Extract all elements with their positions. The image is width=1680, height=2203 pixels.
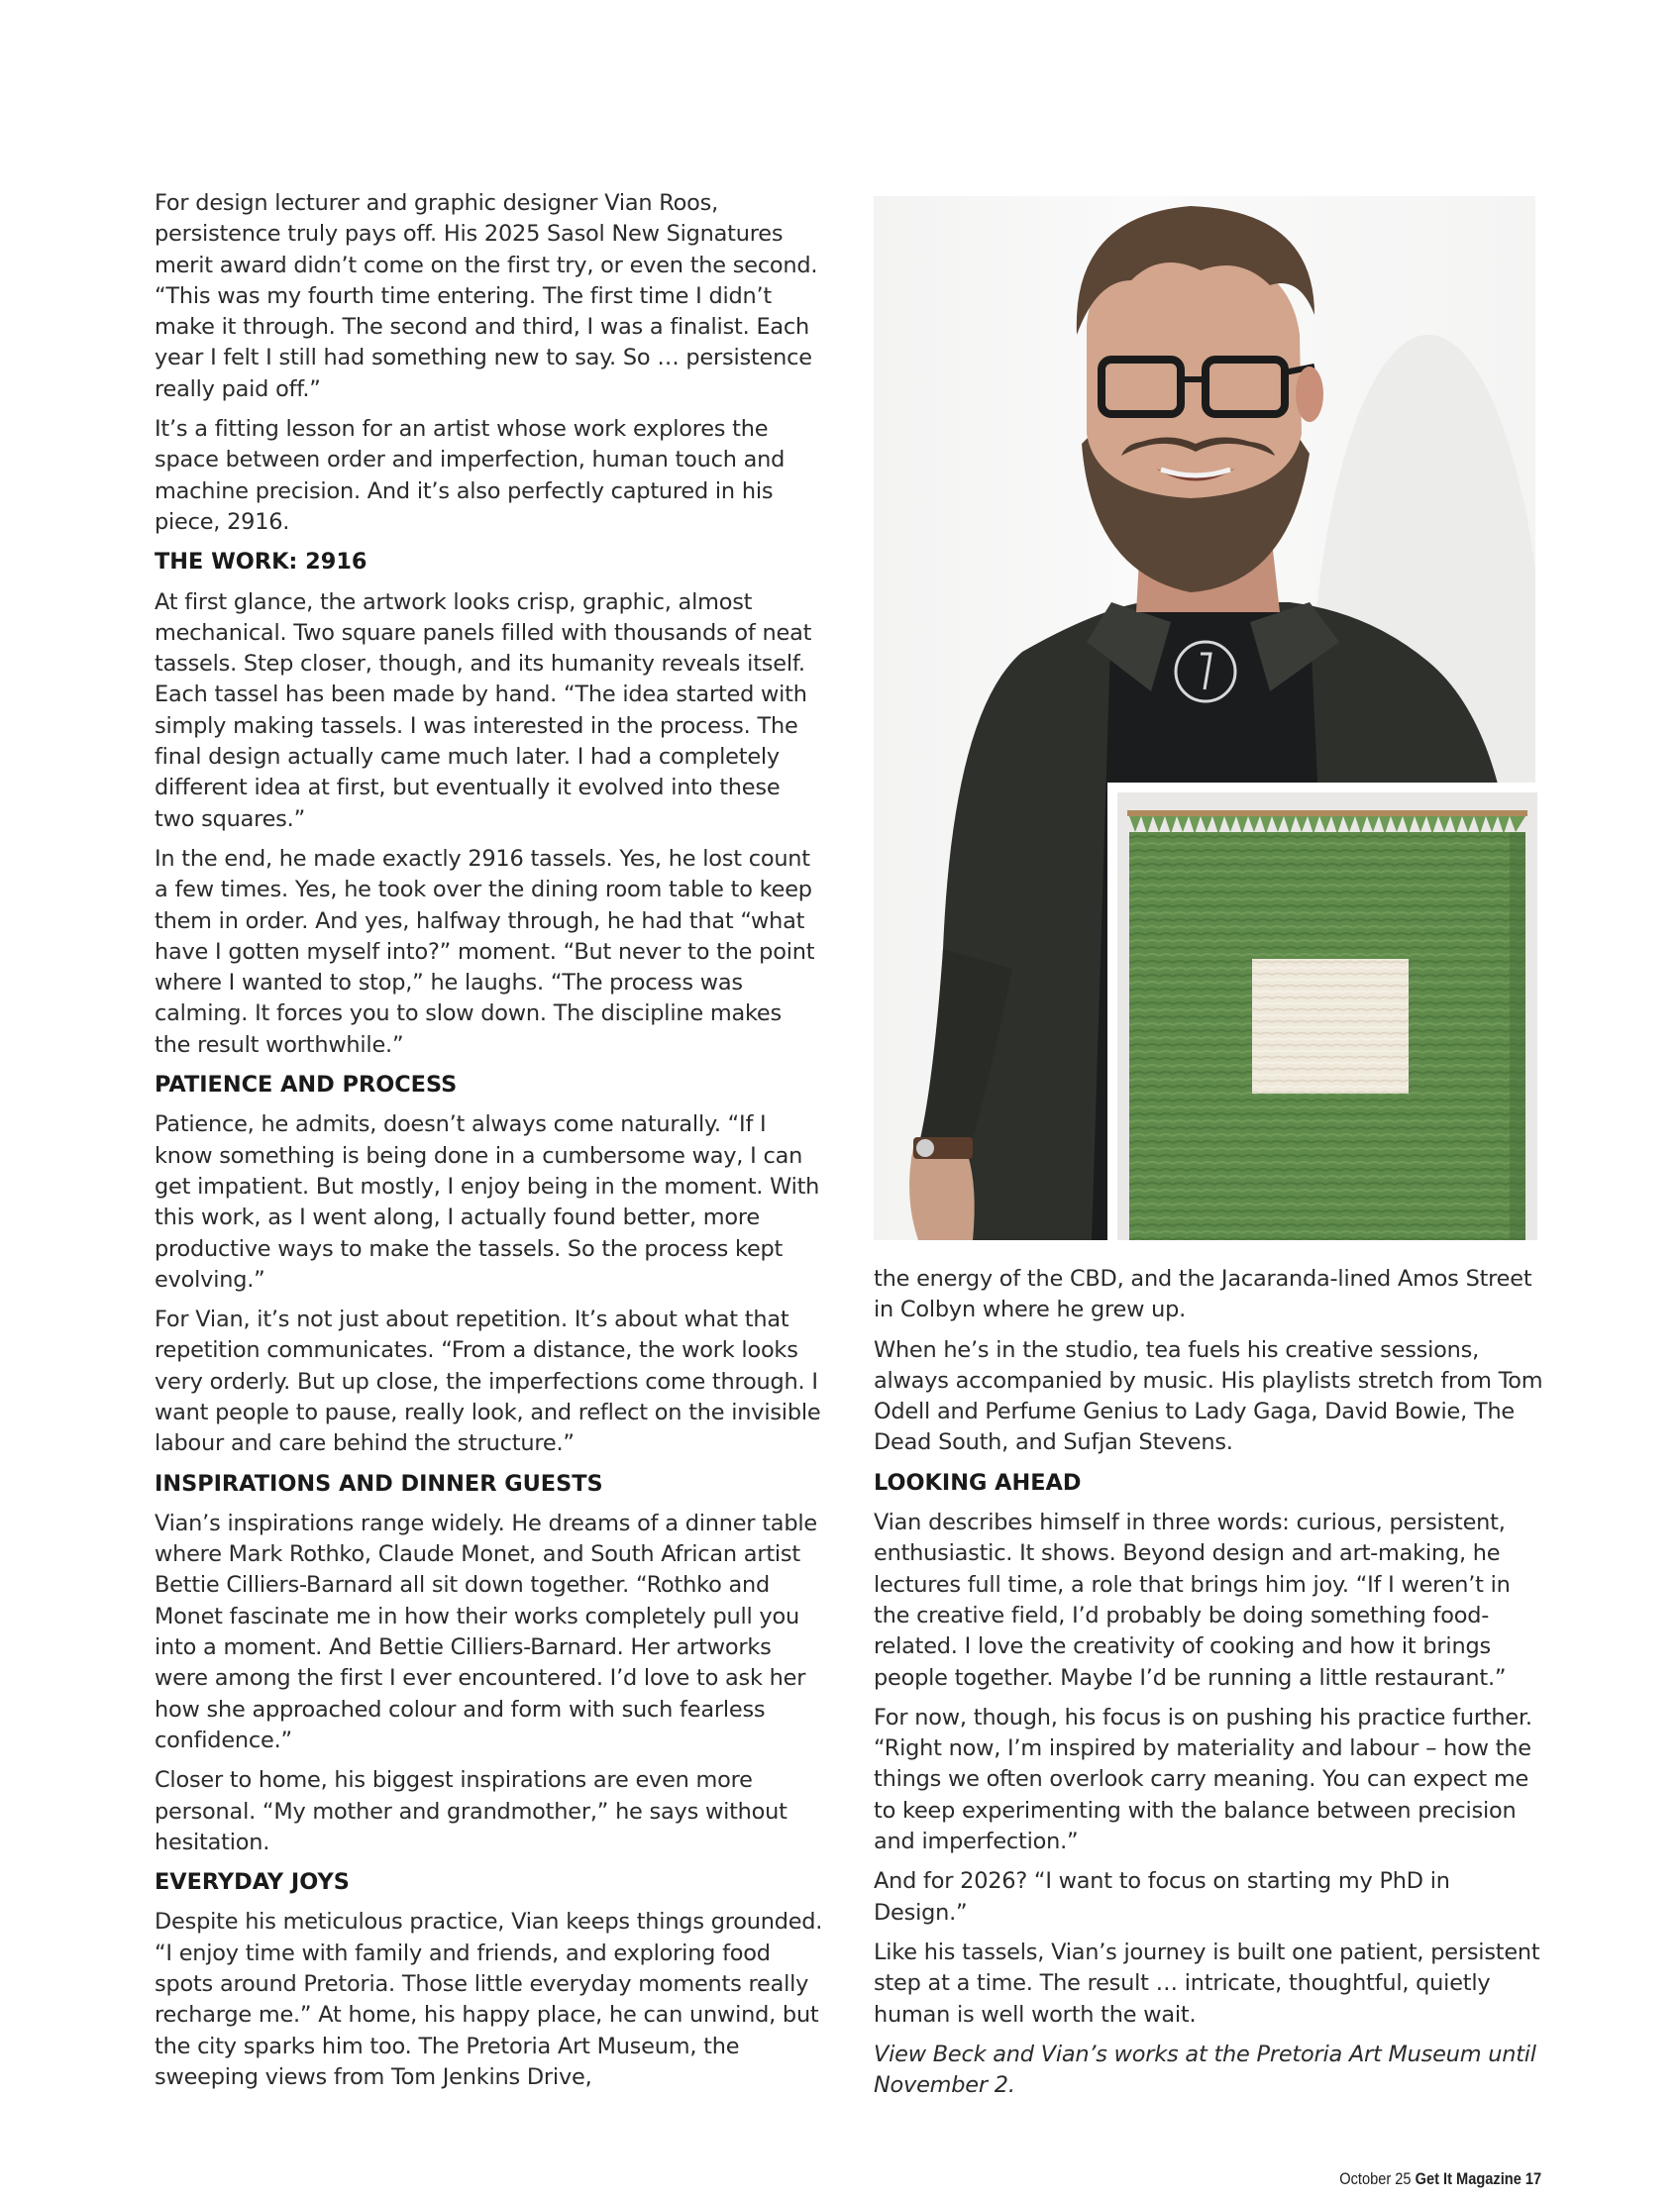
paragraph: Closer to home, his biggest inspirations are even more personal. “My mother and grandmother,” he says without hesitation. [155,1767,788,1855]
paragraph: And for 2026? “I want to focus on starting my PhD in Design.” [874,1868,1450,1926]
section-heading: PATIENCE AND PROCESS [155,1072,458,1099]
article-column-left [155,188,824,2102]
artwork-frame [1117,792,1537,1240]
paragraph: Like his tassels, Vian’s journey is built one patient, persistent step at a time. The result … intricate, thoughtful, quietly human is well worth the wait. [874,1939,1540,2028]
exhibition-note: View Beck and Vian’s works at the Pretoria Art Museum until November 2. [874,2041,1536,2099]
article-column-right [874,1264,1543,2110]
paragraph: For now, though, his focus is on pushing his practice further. “Right now, I’m inspired by materiality and labour – how the things we often overlook carry meaning. You can expect me to keep experimenting with the balance between precision and imperfection.” [874,1704,1532,1855]
paragraph: It’s a fitting lesson for an artist whose work explores the space between order and imperfection, human touch and machine precision. And it’s also perfectly captured in his piece, 2916. [155,416,786,535]
footer-magazine: Get It Magazine [1415,2169,1522,2188]
paragraph: At first glance, the artwork looks crisp, graphic, almost mechanical. Two square panels filled with thousands of neat tassels. Step closer, though, and its humanity reveals itself. Each tassel has been made by hand. “The idea started with simply making tassels. I was interested in the process. The final design actually came much later. I had a completely different idea at first, but eventually it evolved into these two squares.” [155,588,812,832]
section-heading: LOOKING AHEAD [874,1469,1082,1496]
section-heading: THE WORK: 2916 [155,549,368,576]
artwork-illustration [1117,792,1537,1240]
paragraph: For design lecturer and graphic designer Vian Roos, persistence truly pays off. His 2025 Sasol New Signatures merit award didn’t come on the first try, or even the second. “This was my fourth time entering. The first time I didn’t make it through. The second and third, I was a finalist. Each year I felt I still had something new to say. So … persistence really paid off.” [155,190,818,402]
paragraph: Patience, he admits, doesn’t always come naturally. “If I know something is being done in a cumbersome way, I can get impatient. But mostly, I enjoy being in the moment. With this work, as I went along, I actually found better, more productive ways to make the tassels. So the process kept evolving.” [155,1111,820,1293]
paragraph: Despite his meticulous practice, Vian keeps things grounded. “I enjoy time with family and friends, and exploring food spots around Pretoria. Those little everyday moments really recharge me.” At home, his happy place, he can unwind, but the city sparks him too. The Pretoria Art Museum, the sweeping views from Tom Jenkins Drive, [155,1909,823,2090]
footer-date: October 25 [1339,2169,1412,2188]
paragraph: the energy of the CBD, and the Jacaranda-lined Amos Street in Colbyn where he grew up. [874,1266,1532,1323]
paragraph: For Vian, it’s not just about repetition. It’s about what that repetition communicates. “From a distance, the work looks very orderly. But up close, the imperfections come through. I want people to pause, really look, and reflect on the invisible labour and care behind the structure.” [155,1307,821,1457]
section-heading: EVERYDAY JOYS [155,1869,350,1896]
paragraph: In the end, he made exactly 2916 tassels. Yes, he lost count a few times. Yes, he took over the dining room table to keep them in order. And yes, halfway through, he had that “what have I gotten myself into?” moment. “But never to the point where I wanted to stop,” he laughs. “The process was calming. It forces you to slow down. The discipline makes the result worthwhile.” [155,845,815,1058]
paragraph: Vian’s inspirations range widely. He dreams of a dinner table where Mark Rothko, Claude Monet, and South African artist Bettie Cilliers-Barnard all sit down together. “Rothko and Monet fascinate me in how their works completely pull you into a moment. And Bettie Cilliers-Barnard. Her artworks were among the first I ever encountered. I’d love to ask her how she approached colour and form with such fearless confidence.” [155,1510,817,1753]
paragraph: Vian describes himself in three words: curious, persistent, enthusiastic. It shows. Beyond design and art-making, he lectures full time, a role that brings him joy. “If I weren’t in the creative field, I’d probably be doing something food-related. I love the creativity of cooking and how it brings people together. Maybe I’d be running a little restaurant.” [874,1510,1511,1691]
section-heading: INSPIRATIONS AND DINNER GUESTS [155,1470,603,1497]
footer-page-number: 17 [1524,2169,1541,2188]
paragraph: When he’s in the studio, tea fuels his creative sessions, always accompanied by music. His playlists stretch from Tom Odell and Perfume Genius to Lady Gaga, David Bowie, The Dead South, and Sufjan Stevens. [874,1336,1543,1456]
artwork-photo [1107,783,1539,1244]
page-footer [1339,2169,1541,2189]
